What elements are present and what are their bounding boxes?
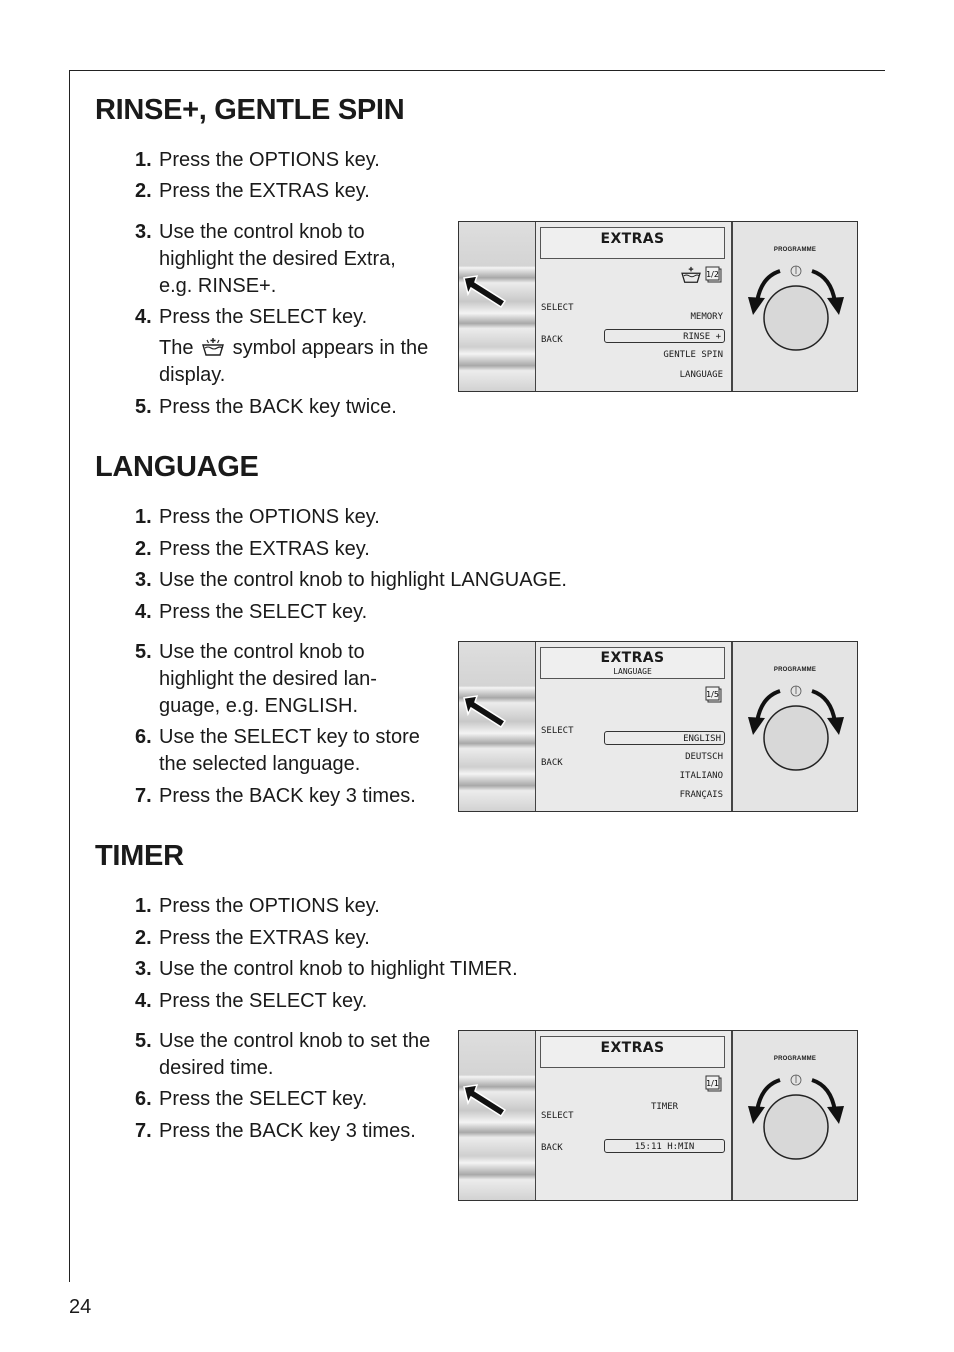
lcd-screen xyxy=(536,1031,733,1200)
programme-knob[interactable] xyxy=(733,642,857,811)
step-item xyxy=(135,599,435,626)
screen-title-box xyxy=(540,1036,725,1068)
step-text: Press the SELECT key. xyxy=(159,601,368,623)
menu-option[interactable]: ITALIANO xyxy=(679,771,723,781)
menu-option[interactable]: MEMORY xyxy=(690,312,723,322)
step-number: 5. xyxy=(135,1030,152,1052)
step-text: Press the OPTIONS key. xyxy=(159,506,380,528)
select-label: SELECT xyxy=(541,726,574,736)
menu-option[interactable]: FRANÇAIS xyxy=(679,790,723,800)
step-item xyxy=(135,1086,435,1113)
menu-option[interactable]: DEUTSCH xyxy=(685,752,723,762)
screen-title: EXTRAS xyxy=(600,231,665,247)
programme-knob-area xyxy=(733,222,857,391)
note-text-after: symbol appears in the display. xyxy=(159,337,429,386)
step-item xyxy=(135,956,615,983)
lcd-screen xyxy=(536,222,733,391)
page-indicator-icon xyxy=(705,266,723,284)
programme-label: PROGRAMME xyxy=(773,1056,817,1062)
step-number: 2. xyxy=(135,180,152,202)
step-number: 2. xyxy=(135,538,152,560)
step-text: Press the SELECT key. xyxy=(159,1088,368,1110)
step-number: 3. xyxy=(135,958,152,980)
screen-icons xyxy=(680,265,723,285)
step-number: 7. xyxy=(135,785,152,807)
back-label: BACK xyxy=(541,335,563,345)
step-item xyxy=(135,504,435,531)
step-number: 4. xyxy=(135,601,152,623)
step-number: 4. xyxy=(135,990,152,1012)
step-text: Use the control knob to set the desired time. xyxy=(159,1030,431,1079)
rinse-plus-icon xyxy=(201,337,225,357)
programme-knob-area xyxy=(733,1031,857,1200)
screen-title-box xyxy=(540,227,725,259)
back-label: BACK xyxy=(541,1143,563,1153)
control-buttons-column xyxy=(459,642,536,811)
page-indicator-text: 1/5 xyxy=(706,690,719,699)
step-item xyxy=(135,178,435,205)
step-number: 1. xyxy=(135,506,152,528)
step-text: Use the SELECT key to store the selected language. xyxy=(159,726,420,775)
pointer-arrow-icon xyxy=(461,1080,509,1120)
page-indicator-text: 1/2 xyxy=(706,270,719,279)
step-text: Press the BACK key 3 times. xyxy=(159,785,416,807)
step-number: 4. xyxy=(135,306,152,328)
rinse-plus-icon xyxy=(680,266,702,284)
back-label: BACK xyxy=(541,758,563,768)
programme-label: PROGRAMME xyxy=(773,247,817,253)
lcd-screen xyxy=(536,642,733,811)
step-text: Use the control knob to highlight TIMER. xyxy=(159,958,518,980)
section-heading-rinse: RINSE+, GENTLE SPIN xyxy=(95,94,405,126)
step-item xyxy=(135,536,435,563)
menu-option-selected[interactable]: RINSE + xyxy=(604,329,725,343)
step-number: 5. xyxy=(135,641,152,663)
step-text: Press the OPTIONS key. xyxy=(159,149,380,171)
programme-knob[interactable] xyxy=(733,222,857,391)
step-number: 5. xyxy=(135,396,152,418)
menu-option-selected[interactable]: ENGLISH xyxy=(604,731,725,745)
step-item xyxy=(135,147,435,174)
page-number: 24 xyxy=(69,1296,92,1318)
step-item xyxy=(135,724,435,778)
step-text: Use the control knob to highlight LANGUAGE. xyxy=(159,569,567,591)
step-item xyxy=(135,925,435,952)
display-panel-language xyxy=(458,641,858,812)
timer-value-field[interactable]: 15:11 H:MIN xyxy=(604,1139,725,1153)
step-number: 2. xyxy=(135,927,152,949)
step-text: Press the SELECT key. xyxy=(159,990,368,1012)
menu-option[interactable]: LANGUAGE xyxy=(679,370,723,380)
pointer-arrow-icon xyxy=(461,691,509,731)
display-panel-rinse xyxy=(458,221,858,392)
step-number: 6. xyxy=(135,1088,152,1110)
step-number: 3. xyxy=(135,221,152,243)
step-item xyxy=(135,219,433,300)
step-item xyxy=(135,304,435,331)
page-indicator-icon xyxy=(705,686,723,704)
step-number: 6. xyxy=(135,726,152,748)
screen-subtitle: LANGUAGE xyxy=(613,667,652,676)
step-item xyxy=(135,639,417,720)
section-heading-timer: TIMER xyxy=(95,840,184,872)
left-rule xyxy=(69,70,70,1282)
step-item xyxy=(135,1118,445,1145)
step-item xyxy=(135,783,445,810)
menu-option[interactable]: GENTLE SPIN xyxy=(663,350,723,360)
step-number: 1. xyxy=(135,149,152,171)
step-text: Press the EXTRAS key. xyxy=(159,180,370,202)
step-number: 7. xyxy=(135,1120,152,1142)
step-text: Press the EXTRAS key. xyxy=(159,538,370,560)
step-item xyxy=(135,893,435,920)
step-number: 3. xyxy=(135,569,152,591)
timer-item-label: TIMER xyxy=(650,1102,679,1112)
page-indicator-icon xyxy=(705,1075,723,1093)
page-indicator-text: 1/1 xyxy=(706,1079,719,1088)
step-text: Press the BACK key 3 times. xyxy=(159,1120,416,1142)
step-item xyxy=(135,1028,435,1082)
control-buttons-column xyxy=(459,222,536,391)
step-item xyxy=(135,567,655,594)
programme-knob-area xyxy=(733,642,857,811)
screen-icons xyxy=(705,685,723,705)
programme-knob[interactable] xyxy=(733,1031,857,1200)
step-item xyxy=(135,988,435,1015)
top-rule xyxy=(69,70,885,71)
step-text: Use the control knob to highlight the desired lan-guage, e.g. ENGLISH. xyxy=(159,641,377,717)
step-number: 1. xyxy=(135,895,152,917)
note-text-before: The xyxy=(159,337,194,359)
symbol-note xyxy=(159,335,449,389)
programme-label: PROGRAMME xyxy=(773,667,817,673)
screen-title-box xyxy=(540,647,725,679)
select-label: SELECT xyxy=(541,1111,574,1121)
screen-title: EXTRAS xyxy=(600,650,665,666)
step-item xyxy=(135,394,435,421)
control-buttons-column xyxy=(459,1031,536,1200)
step-text: Press the OPTIONS key. xyxy=(159,895,380,917)
step-text: Press the SELECT key. xyxy=(159,306,368,328)
step-text: Press the EXTRAS key. xyxy=(159,927,370,949)
display-panel-timer xyxy=(458,1030,858,1201)
select-label: SELECT xyxy=(541,303,574,313)
section-heading-language: LANGUAGE xyxy=(95,451,259,483)
screen-icons xyxy=(705,1074,723,1094)
step-text: Use the control knob to highlight the desired Extra, e.g. RINSE+. xyxy=(159,221,396,297)
screen-title: EXTRAS xyxy=(600,1040,665,1056)
pointer-arrow-icon xyxy=(461,271,509,311)
step-text: Press the BACK key twice. xyxy=(159,396,397,418)
